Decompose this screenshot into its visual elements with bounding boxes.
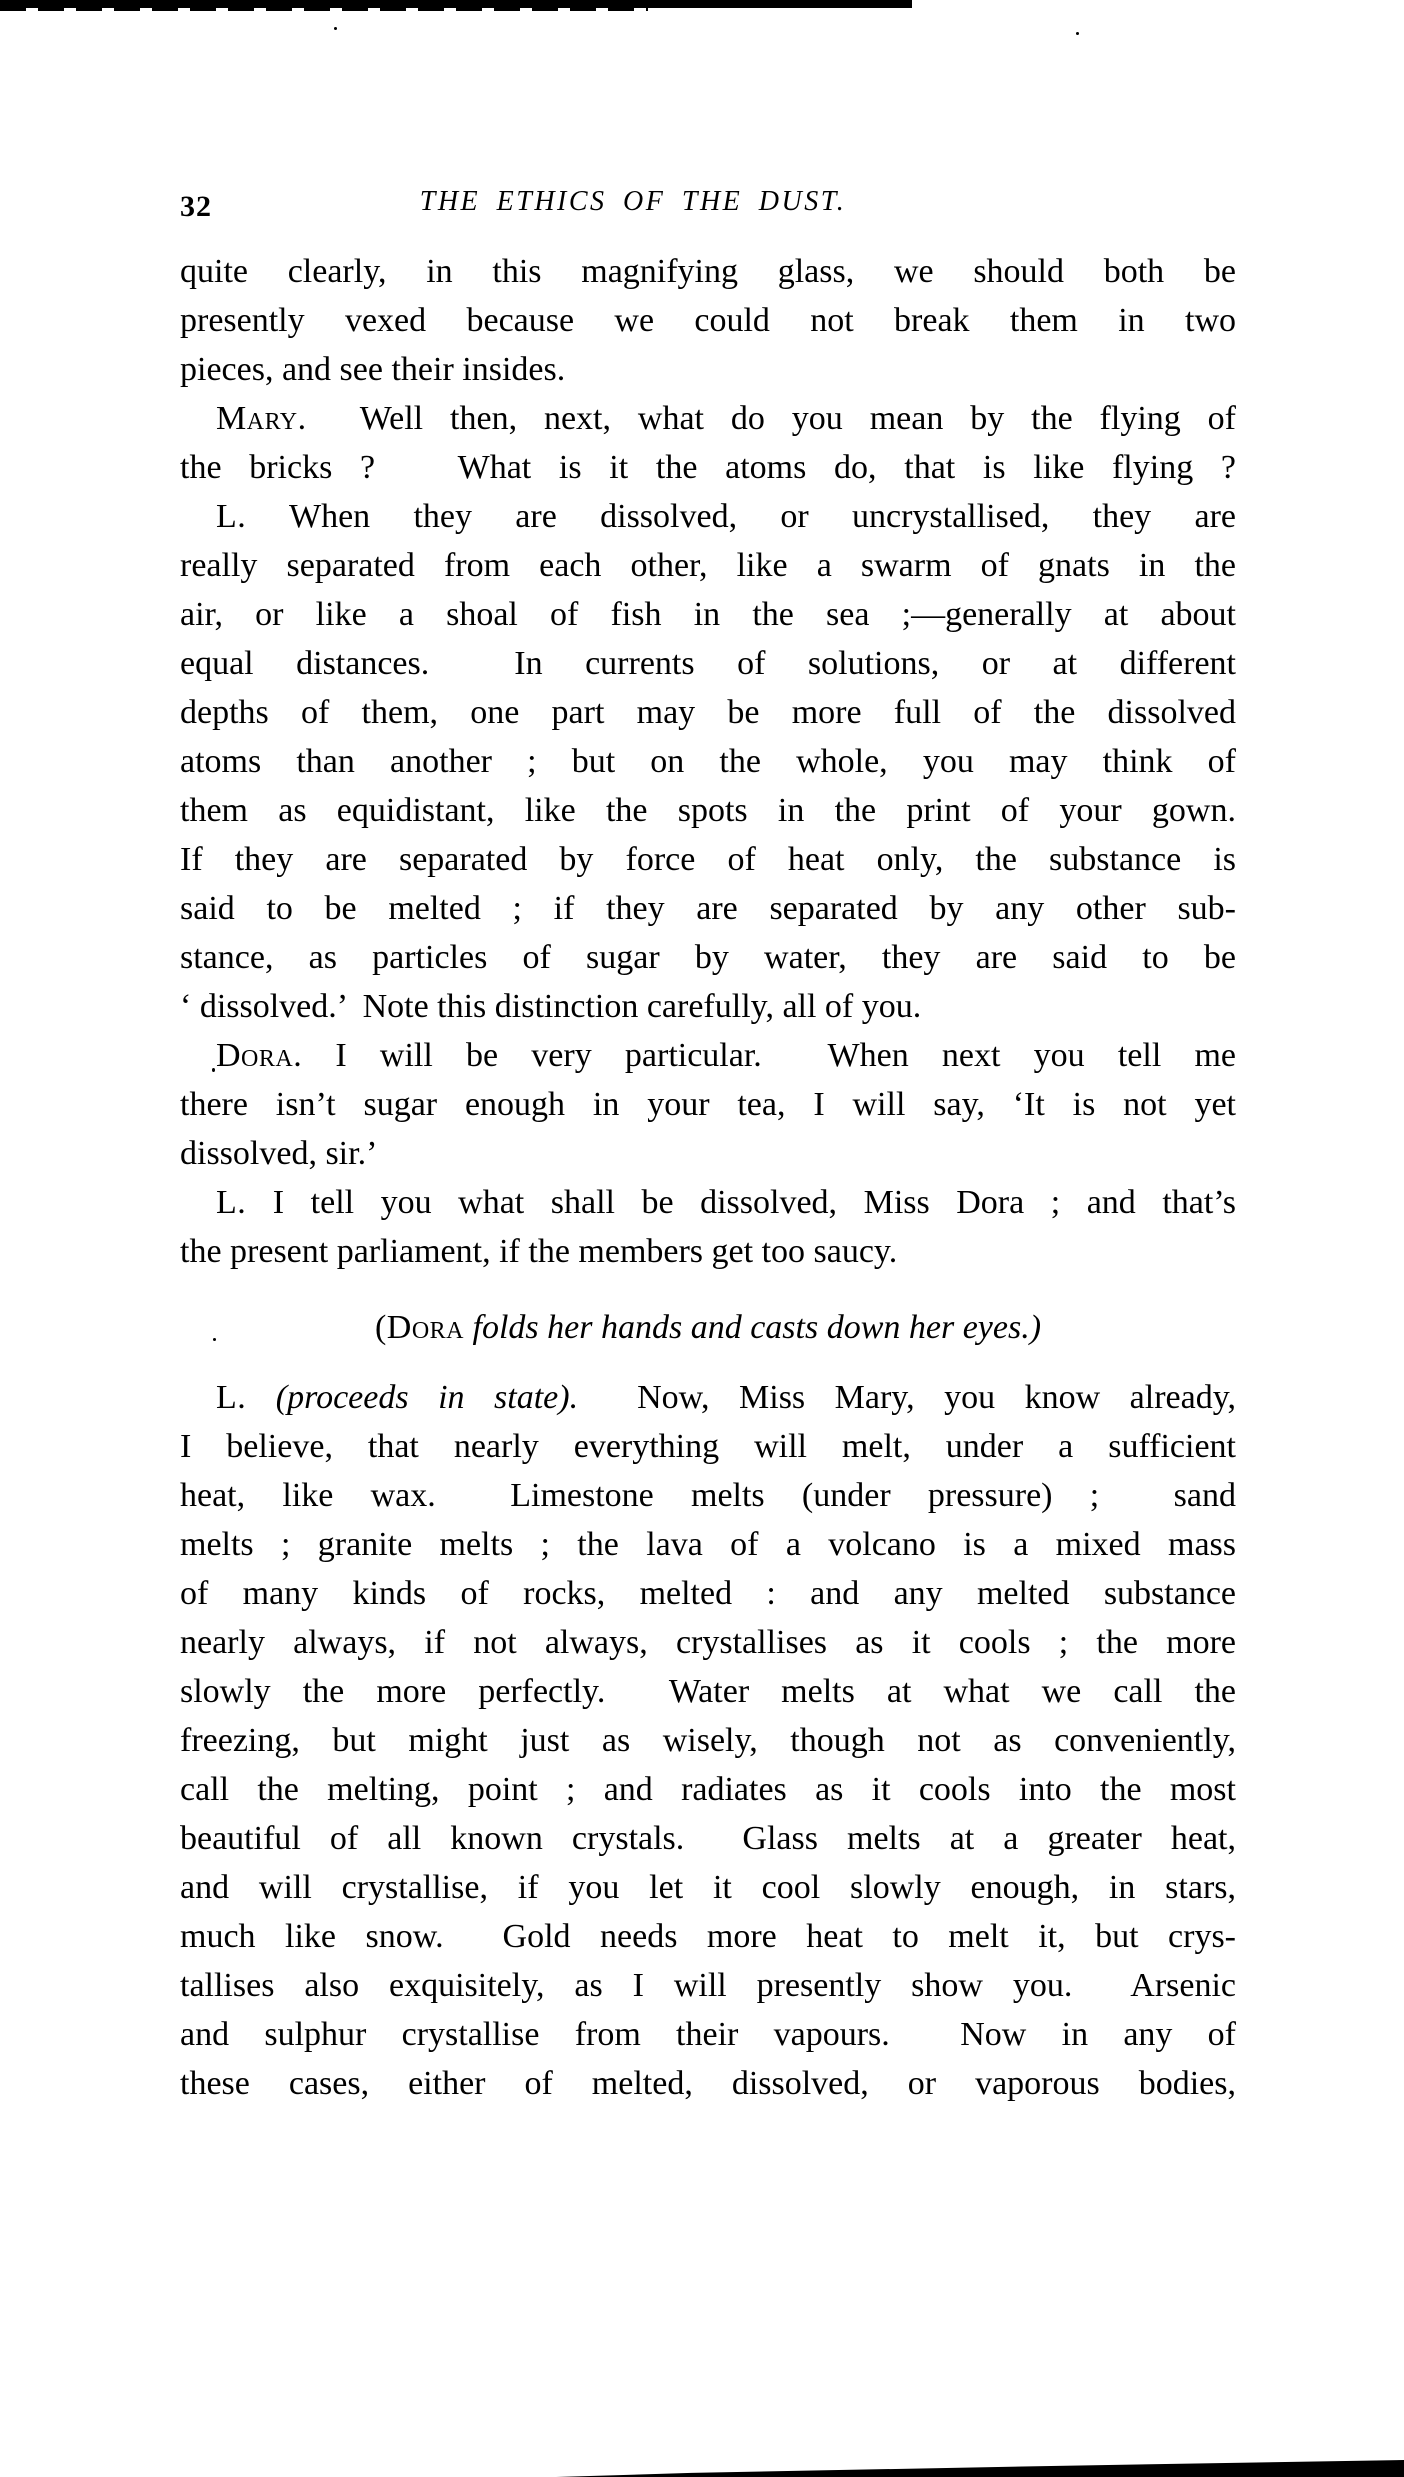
speaker-name: L. xyxy=(216,498,247,535)
scan-top-edge-ragged xyxy=(0,8,648,11)
line-text: tallises also exquisitely, as I will presently show you. Arsenic xyxy=(180,1967,1236,2004)
line-text: Now, Miss Mary, you know already, xyxy=(578,1379,1237,1416)
line-text: melts ; granite melts ; the lava of a volcano is a mixed mass xyxy=(180,1526,1236,1563)
speaker-name: L. xyxy=(216,1379,247,1416)
speaker-name: Dora. xyxy=(216,1037,303,1074)
line-text: air, or like a shoal of fish in the sea ;—generally at about xyxy=(180,596,1236,633)
text-line xyxy=(180,1178,1236,1227)
inline-stage-note: (proceeds in state). xyxy=(246,1379,579,1416)
line-text: Well then, next, what do you mean by the flying of xyxy=(306,400,1236,437)
line-text: stance, as particles of sugar by water, they are said to be xyxy=(180,939,1236,976)
line-text: and will crystallise, if you let it cool slowly enough, in stars, xyxy=(180,1869,1236,1906)
text-line xyxy=(180,884,1236,933)
speaker-name: Mary. xyxy=(216,400,307,437)
line-text: these cases, either of melted, dissolved, or vaporous bodies, xyxy=(180,2065,1236,2102)
text-line xyxy=(180,1814,1236,1863)
line-text: I believe, that nearly everything will melt, under a sufficient xyxy=(180,1428,1236,1465)
scan-top-edge-bar xyxy=(0,0,912,8)
line-text: there isn’t sugar enough in your tea, I will say, ‘It is not yet xyxy=(180,1086,1236,1123)
line-text: equal distances. In currents of solutions, or at different xyxy=(180,645,1236,682)
line-text: ‘ dissolved.’ Note this distinction carefully, all of you. xyxy=(180,988,922,1025)
scan-speck xyxy=(1076,32,1079,35)
text-line xyxy=(180,1373,1236,1422)
line-text: depths of them, one part may be more full of the dissolved xyxy=(180,694,1236,731)
text-line xyxy=(180,1520,1236,1569)
text-line xyxy=(180,1667,1236,1716)
text-line xyxy=(180,1080,1236,1129)
line-text: When they are dissolved, or uncrystallised, they are xyxy=(246,498,1236,535)
text-line xyxy=(180,1912,1236,1961)
line-text: of many kinds of rocks, melted : and any melted substance xyxy=(180,1575,1236,1612)
speaker-name: L. xyxy=(216,1184,247,1221)
scan-speck xyxy=(334,27,337,30)
text-line xyxy=(180,688,1236,737)
text-line xyxy=(180,639,1236,688)
line-text: dissolved, sir.’ xyxy=(180,1135,378,1172)
speaker-name: (Dora xyxy=(374,1309,465,1346)
line-text: slowly the more perfectly. Water melts at what we call the xyxy=(180,1673,1236,1710)
line-text: presently vexed because we could not break them in two xyxy=(180,302,1236,339)
text-line xyxy=(180,492,1236,541)
scan-bottom-shadow xyxy=(556,2460,1404,2477)
stage-direction-text: folds her hands and casts down her eyes.) xyxy=(464,1309,1042,1346)
line-text: beautiful of all known crystals. Glass melts at a greater heat, xyxy=(180,1820,1236,1857)
text-line xyxy=(180,394,1236,443)
text-line xyxy=(180,1129,1236,1178)
text-line xyxy=(180,345,1236,394)
line-text: really separated from each other, like a swarm of gnats in the xyxy=(180,547,1236,584)
line-text: freezing, but might just as wisely, though not as conveniently, xyxy=(180,1722,1236,1759)
line-text: atoms than another ; but on the whole, you may think of xyxy=(180,743,1236,780)
line-text: and sulphur crystallise from their vapours. Now in any of xyxy=(180,2016,1236,2053)
text-line xyxy=(180,835,1236,884)
line-text: pieces, and see their insides. xyxy=(180,351,566,388)
line-text: call the melting, point ; and radiates as it cools into the most xyxy=(180,1771,1236,1808)
stage-direction xyxy=(180,1303,1236,1352)
text-line xyxy=(180,1031,1236,1080)
line-text: the present parliament, if the members get too saucy. xyxy=(180,1233,898,1270)
text-line xyxy=(180,982,1236,1031)
text-line xyxy=(180,1961,1236,2010)
text-line xyxy=(180,737,1236,786)
text-line xyxy=(180,786,1236,835)
running-head xyxy=(180,186,1236,230)
text-line xyxy=(180,1422,1236,1471)
running-head-title: THE ETHICS OF THE DUST. xyxy=(419,186,847,217)
text-line xyxy=(180,296,1236,345)
text-line xyxy=(180,2010,1236,2059)
text-line xyxy=(180,933,1236,982)
line-text: them as equidistant, like the spots in the print of your gown. xyxy=(180,792,1236,829)
text-line xyxy=(180,2059,1236,2108)
line-text: nearly always, if not always, crystallises as it cools ; the more xyxy=(180,1624,1236,1661)
text-line xyxy=(180,1765,1236,1814)
text-line xyxy=(180,1716,1236,1765)
line-text: I tell you what shall be dissolved, Miss Dora ; and that’s xyxy=(246,1184,1236,1221)
line-text: much like snow. Gold needs more heat to melt it, but crys- xyxy=(180,1918,1236,1955)
line-text: If they are separated by force of heat only, the substance is xyxy=(180,841,1236,878)
text-line xyxy=(180,443,1236,492)
line-text: heat, like wax. Limestone melts (under pressure) ; sand xyxy=(180,1477,1236,1514)
text-line xyxy=(180,1471,1236,1520)
text-line xyxy=(180,1227,1236,1276)
page-number: 32 xyxy=(180,190,212,223)
line-text: said to be melted ; if they are separated by any other sub- xyxy=(180,890,1236,927)
text-line xyxy=(180,247,1236,296)
line-text: quite clearly, in this magnifying glass, we should both be xyxy=(180,253,1236,290)
text-line xyxy=(180,1618,1236,1667)
text-line xyxy=(180,1569,1236,1618)
text-line xyxy=(180,541,1236,590)
page-text-block xyxy=(180,247,1236,2108)
line-text: I will be very particular. When next you tell me xyxy=(302,1037,1236,1074)
line-text: the bricks ? What is it the atoms do, that is like flying ? xyxy=(180,449,1236,486)
text-line xyxy=(180,1863,1236,1912)
text-line xyxy=(180,590,1236,639)
